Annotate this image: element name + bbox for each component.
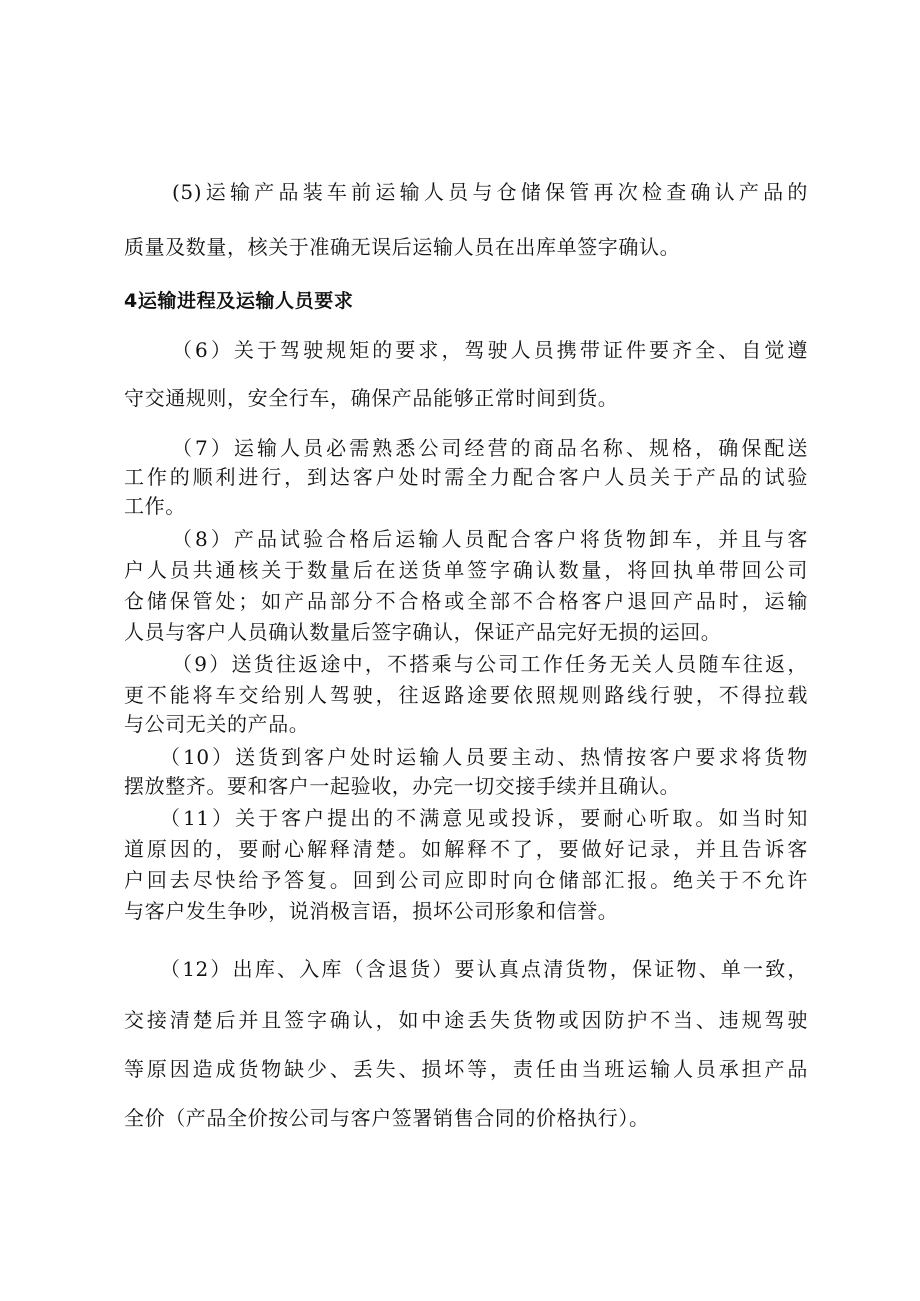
item-11-line-4: 与客户发生争吵，说消极言语，损坏公司形象和信誉。 — [124, 899, 619, 923]
item-12-line-4: 全价（产品全价按公司与客户签署销售合同的价格执行）。 — [124, 1106, 650, 1130]
item-10-line-2: 摆放整齐。要和客户一起验收，办完一切交接手续并且确认。 — [124, 774, 681, 798]
item-11-line-3: 户回去尽快给予答复。回到公司应即时向仓储部汇报。绝关于不允许 — [124, 868, 808, 892]
item-7-line-1: （7）运输人员必需熟悉公司经营的商品名称、规格，确保配送 — [172, 436, 808, 460]
item-8-line-2: 户人员共通核关于数量后在送货单签字确认数量，将回执单带回公司 — [124, 558, 808, 582]
item-9-line-2: 更不能将车交给别人驾驶，往返路途要依照规则路线行驶，不得拉载 — [124, 683, 808, 707]
item-9-line-1: （9）送货往返途中，不搭乘与公司工作任务无关人员随车往返， — [172, 652, 808, 676]
item-7-line-2: 工作的顺利进行，到达客户处时需全力配合客户人员关于产品的试验 — [124, 465, 808, 489]
item-8-line-3: 仓储保管处；如产品部分不合格或全部不合格客户退回产品时，运输 — [124, 589, 808, 613]
item-9-line-3: 与公司无关的产品。 — [124, 712, 310, 736]
item-7-line-3: 工作。 — [124, 494, 186, 518]
item-5-line-1: (5)运输产品装车前运输人员与仓储保管再次检查确认产品的 — [172, 180, 808, 204]
item-8-line-1: （8）产品试验合格后运输人员配合客户将货物卸车，并且与客 — [172, 527, 808, 551]
item-12-line-1: （12）出库、入库（含退货）要认真点清货物，保证物、单一致， — [160, 957, 808, 981]
item-8-line-4: 人员与客户人员确认数量后签字确认，保证产品完好无损的运回。 — [124, 620, 722, 644]
item-11-line-1: （11）关于客户提出的不满意见或投诉，要耐心听取。如当时知 — [160, 806, 808, 830]
item-10-line-1: （10）送货到客户处时运输人员要主动、热情按客户要求将货物 — [160, 745, 808, 769]
item-12-line-2: 交接清楚后并且签字确认，如中途丢失货物或因防护不当、违规驾驶 — [124, 1008, 808, 1032]
item-6-line-2: 守交通规则，安全行车，确保产品能够正常时间到货。 — [124, 386, 619, 410]
item-6-line-1: （6）关于驾驶规矩的要求，驾驶人员携带证件要齐全、自觉遵 — [172, 338, 808, 362]
item-11-line-2: 道原因的，要耐心解释清楚。如解释不了，要做好记录，并且告诉客 — [124, 837, 808, 861]
item-5-line-2: 质量及数量，核关于准确无误后运输人员在出库单签字确认。 — [124, 235, 681, 259]
item-12-line-3: 等原因造成货物缺少、丢失、损坏等，责任由当班运输人员承担产品 — [124, 1057, 808, 1081]
section-4-heading: 4运输进程及运输人员要求 — [124, 290, 354, 312]
